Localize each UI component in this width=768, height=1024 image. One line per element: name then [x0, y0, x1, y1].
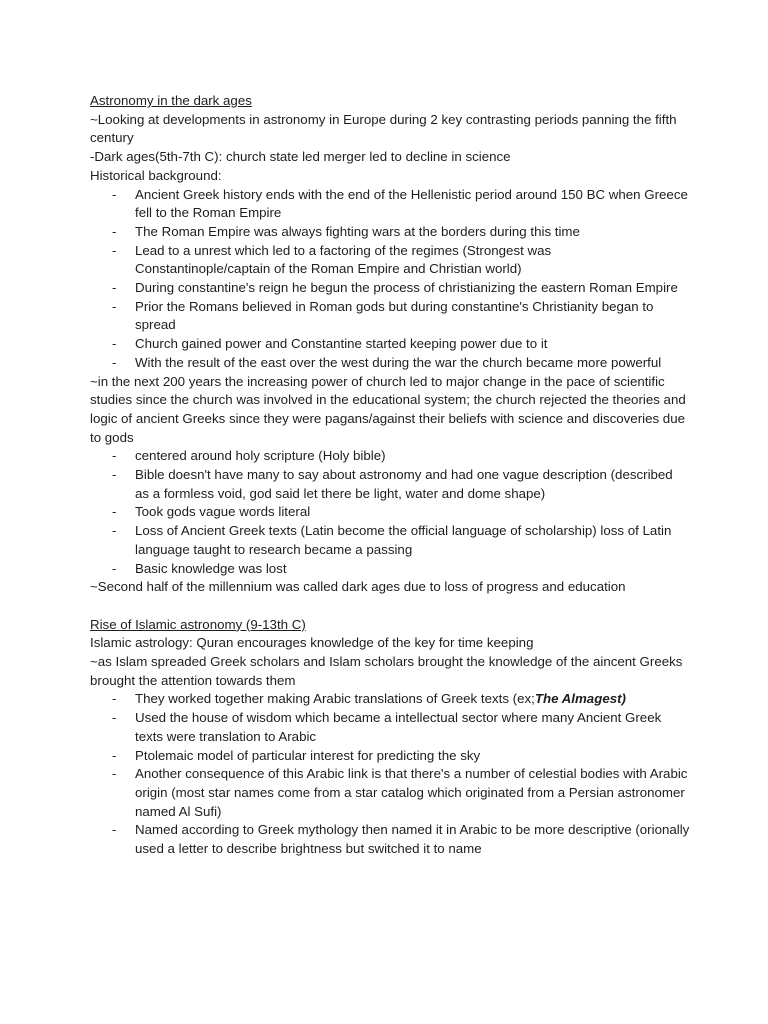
dash-bullet: - — [112, 298, 117, 314]
section-heading-islamic-astronomy: Rise of Islamic astronomy (9-13th C) — [90, 616, 306, 632]
list-item: - They worked together making Arabic translations of Greek texts (ex;The Almagest) — [90, 690, 690, 709]
dash-bullet: - — [112, 523, 117, 539]
list-item: - Bible doesn't have many to say about astronomy and had one vague description (described as a formless void, god said let there be light, water and dome shape) — [112, 467, 673, 501]
intro-line: -Dark ages(5th-7th C): church state led merger led to decline in science — [90, 149, 511, 165]
intro-line: Historical background: — [90, 167, 222, 183]
historical-background-list — [90, 186, 690, 373]
paragraph-church-influence: ~in the next 200 years the increasing power of church led to major change in the pace of scientific studies since the church was involved in the educational system; the church rejected the theories and logic of ancient Greeks since they were pagans/against their beliefs with science and discoveries due to gods — [90, 373, 686, 445]
section-spacer — [90, 597, 690, 616]
closing-line: ~Second half of the millennium was called dark ages due to loss of progress and education — [90, 579, 626, 595]
list-item: - centered around holy scripture (Holy bible) — [90, 447, 690, 466]
dash-bullet: - — [112, 747, 117, 763]
dash-bullet: - — [112, 223, 117, 239]
list-item: - Ptolemaic model of particular interest for predicting the sky — [90, 747, 690, 766]
dash-bullet: - — [112, 691, 117, 707]
list-item: - With the result of the east over the west during the war the church became more powerful — [90, 354, 690, 373]
intro-line: ~as Islam spreaded Greek scholars and Islam scholars brought the knowledge of the aincent Greeks brought the attention towards them — [90, 654, 683, 688]
list-item: - Prior the Romans believed in Roman gods but during constantine's Christianity began to spread — [112, 298, 654, 333]
islamic-astronomy-list — [90, 690, 690, 858]
dash-bullet: - — [112, 504, 117, 520]
list-item: - Ancient Greek history ends with the end of the Hellenistic period around 150 BC when Greece fell to the Roman Empire — [112, 186, 688, 221]
dash-bullet: - — [112, 242, 117, 258]
dash-bullet: - — [112, 822, 117, 838]
dash-bullet: - — [112, 710, 117, 726]
dash-bullet: - — [112, 448, 117, 464]
list-item: - Used the house of wisdom which became a intellectual sector where many Ancient Greek texts were translation to Arabic — [112, 710, 662, 744]
dash-bullet: - — [112, 186, 117, 202]
list-item: - Lead to a unrest which led to a factoring of the regimes (Strongest was Constantinople/captain of the Roman Empire and Christian world) — [112, 242, 552, 277]
dash-bullet: - — [112, 766, 117, 782]
dash-bullet: - — [112, 336, 117, 352]
list-item: - During constantine's reign he begun the process of christianizing the eastern Roman Empire — [90, 279, 690, 298]
list-item: - Named according to Greek mythology then named it in Arabic to be more descriptive (orionally used a letter to describe brightness but switched it to name — [112, 822, 690, 857]
dash-bullet: - — [112, 467, 117, 483]
list-item: - Basic knowledge was lost — [90, 560, 690, 579]
document-body — [90, 92, 690, 859]
list-item: - Another consequence of this Arabic link is that there's a number of celestial bodies with Arabic origin (most star names come from a star catalog which originated from a Persian astronomer named Al Sufi) — [112, 766, 688, 819]
dash-bullet: - — [112, 354, 117, 370]
dash-bullet: - — [112, 280, 117, 296]
list-item: - Loss of Ancient Greek texts (Latin become the official language of scholarship) loss of Latin language taught to research became a passing — [112, 523, 672, 557]
list-item: - The Roman Empire was always fighting wars at the borders during this time — [90, 223, 690, 242]
dash-bullet: - — [112, 560, 117, 576]
section-heading-dark-ages: Astronomy in the dark ages — [90, 93, 252, 108]
list-item: - Took gods vague words literal — [90, 503, 690, 522]
intro-line: Islamic astrology: Quran encourages knowledge of the key for time keeping — [90, 635, 534, 651]
list-item: - Church gained power and Constantine started keeping power due to it — [90, 335, 690, 354]
church-effects-list — [90, 447, 690, 578]
almagest-emphasis: The Almagest) — [534, 691, 626, 707]
intro-line: ~Looking at developments in astronomy in Europe during 2 key contrasting periods panning the fifth century — [90, 111, 677, 146]
